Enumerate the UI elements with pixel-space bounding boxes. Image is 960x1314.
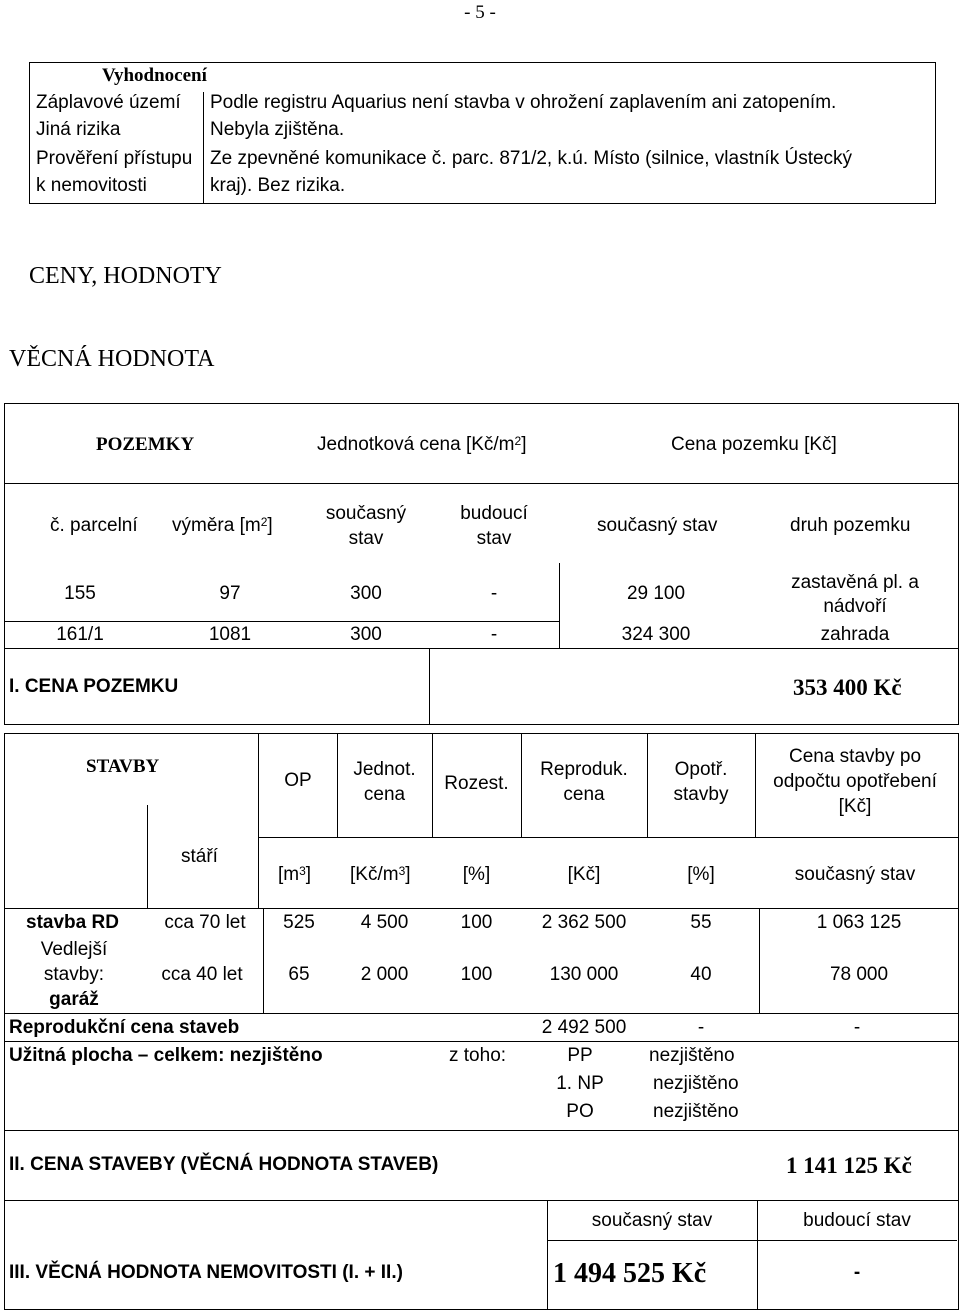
- floor-np-name: 1. NP: [556, 1073, 604, 1094]
- building-row1-wear: 55: [690, 912, 712, 933]
- subsection-title: VĚCNÁ HODNOTA: [9, 346, 215, 372]
- land-row2-future: -: [490, 624, 498, 645]
- page-number: - 5 -: [464, 2, 496, 23]
- land-header-divider: [4, 483, 959, 484]
- unit-op: [278, 864, 311, 886]
- building-row2-name-l1: Vedlejší: [40, 939, 108, 960]
- land-row-divider: [4, 621, 559, 622]
- col-future-l1: budoucí: [460, 503, 528, 524]
- land-row1-parcel: 155: [64, 583, 96, 604]
- col-rozest: Rozest.: [444, 773, 509, 794]
- col-price-l1: Cena stavby po: [788, 746, 922, 767]
- col-unit-l2: cena: [363, 784, 406, 805]
- building-row1-age: cca 70 let: [164, 912, 246, 933]
- floor-po-name: PO: [566, 1101, 594, 1122]
- building-row1-repro: 2 362 500: [541, 912, 627, 933]
- building-row2-wear: 40: [690, 964, 712, 985]
- unit-op-sup: 3: [299, 864, 306, 878]
- access-value-line2: kraj). Bez rizika.: [210, 175, 346, 196]
- col-current-l1: současný: [325, 503, 407, 524]
- flood-label: Záplavové území: [36, 92, 181, 113]
- col-area-sup: 2: [260, 515, 268, 529]
- unit-unit-price-close: ]: [405, 864, 411, 885]
- buildings-title: STAVBY: [86, 756, 160, 777]
- land-total-value: 353 400 Kč: [793, 675, 902, 700]
- building-row2-name-l3: garáž: [49, 989, 99, 1010]
- usable-area-label: Užitná plocha – celkem: nezjištěno: [9, 1045, 323, 1066]
- land-unit-price-close: ]: [521, 434, 527, 455]
- land-total-label: I. CENA POZEMKU: [9, 676, 179, 697]
- land-total-vdivider: [429, 648, 430, 725]
- land-row2-price: 324 300: [621, 624, 691, 645]
- flood-value: Podle registru Aquarius není stavba v ohrožení zaplavením ani zatopením.: [210, 92, 837, 113]
- col-area: [172, 515, 273, 537]
- final-header-divider: [547, 1240, 957, 1241]
- land-title: POZEMKY: [96, 434, 195, 455]
- repro-total-dash2: -: [853, 1017, 861, 1038]
- unit-unit-price-text: [Kč/m: [350, 864, 399, 885]
- evaluation-heading: Vyhodnocení: [102, 65, 207, 86]
- land-row1-price: 29 100: [626, 583, 686, 604]
- building-row2-op: 65: [288, 964, 310, 985]
- land-unit-price-text: Jednotková cena [Kč/m: [317, 434, 515, 455]
- final-total-future: -: [853, 1262, 861, 1283]
- col-future-l2: stav: [476, 528, 512, 549]
- age-divider: [147, 805, 148, 908]
- land-row2-parcel: 161/1: [56, 624, 104, 645]
- final-total-current: 1 494 525 Kč: [553, 1258, 707, 1289]
- final-current-label: současný stav: [591, 1210, 713, 1231]
- col-price-l3: [Kč]: [838, 796, 872, 817]
- land-row1-future: -: [490, 583, 498, 604]
- land-row1-type-l2: nádvoří: [823, 596, 887, 617]
- section-title: CENY, HODNOTY: [29, 263, 222, 289]
- repro-total-dash1: -: [697, 1017, 705, 1038]
- building-row2-rozest: 100: [460, 964, 493, 985]
- unit-op-close: ]: [305, 864, 312, 885]
- building-row1-unit: 4 500: [360, 912, 409, 933]
- op-divider: [258, 733, 259, 908]
- land-row2-current: 300: [350, 624, 382, 645]
- buildings-rows-divider: [4, 1013, 959, 1014]
- col-unit-l1: Jednot.: [353, 759, 416, 780]
- floor-np-value: nezjištěno: [653, 1073, 739, 1094]
- unit-wear: [%]: [687, 864, 715, 885]
- building-row1-rozest: 100: [460, 912, 493, 933]
- unit-price: současný stav: [794, 864, 916, 885]
- land-price-header: Cena pozemku [Kč]: [671, 434, 837, 455]
- buildings-header-divider: [4, 908, 959, 909]
- unit-unit-price: [350, 864, 411, 886]
- col-area-close: ]: [267, 515, 273, 536]
- land-price-divider: [559, 563, 560, 648]
- col-repro-l1: Reproduk.: [540, 759, 628, 780]
- age-label: stáří: [181, 846, 218, 867]
- building-row2-repro: 130 000: [549, 964, 619, 985]
- building-row1-name: stavba RD: [26, 912, 119, 933]
- floor-pp-value: nezjištěno: [649, 1045, 735, 1066]
- buildings-units-divider: [258, 837, 959, 838]
- building-row2-price: 78 000: [829, 964, 889, 985]
- col-repro-l2: cena: [563, 784, 605, 805]
- floor-po-value: nezjištěno: [653, 1101, 739, 1122]
- land-unit-price-header: [317, 434, 526, 456]
- col-current-l2: stav: [348, 528, 384, 549]
- usable-of-which: z toho:: [449, 1045, 507, 1066]
- unit-repro: [Kč]: [567, 864, 601, 885]
- floor-pp-name: PP: [567, 1045, 593, 1066]
- col-parcel: č. parcelní: [50, 515, 138, 536]
- buildings-total-label: II. CENA STAVEBY (VĚCNÁ HODNOTA STAVEB): [9, 1154, 439, 1175]
- building-row2-name-l2: stavby:: [43, 964, 105, 985]
- col-wear-l2: stavby: [673, 784, 729, 805]
- building-row2-unit: 2 000: [360, 964, 409, 985]
- land-row1-current: 300: [350, 583, 382, 604]
- col-wear-l1: Opotř.: [674, 759, 728, 780]
- land-row1-area: 97: [219, 583, 241, 604]
- land-total-divider: [4, 648, 959, 649]
- repro-total-label: Reprodukční cena staveb: [9, 1017, 240, 1038]
- land-unit-price-sup: 2: [514, 434, 522, 448]
- unit-rozest: [%]: [462, 864, 491, 885]
- unit-unit-price-sup: 3: [398, 864, 406, 878]
- buildings-final-divider: [4, 1200, 959, 1201]
- land-row2-type: zahrada: [820, 624, 890, 645]
- evaluation-divider: [203, 92, 204, 204]
- access-label-line1: Prověření přístupu: [36, 148, 193, 169]
- land-row1-type-l1: zastavěná pl. a: [791, 572, 919, 593]
- access-value-line1: Ze zpevněné komunikace č. parc. 871/2, k.ú. Místo (silnice, vlastník Ústecký: [210, 148, 853, 169]
- other-risks-value: Nebyla zjištěna.: [210, 119, 345, 140]
- land-row2-area: 1081: [208, 624, 252, 645]
- col-price-current: současný stav: [597, 515, 718, 536]
- col-op: OP: [284, 770, 312, 791]
- col-price-l2: odpočtu opotřebení: [773, 771, 937, 792]
- final-future-label: budoucí stav: [803, 1210, 911, 1231]
- repro-divider: [4, 1041, 959, 1042]
- col-area-text: výměra [m: [172, 515, 261, 536]
- buildings-total-divider: [4, 1130, 959, 1131]
- col-land-type: druh pozemku: [790, 515, 911, 536]
- building-row2-age: cca 40 let: [161, 964, 243, 985]
- building-row1-price: 1 063 125: [816, 912, 902, 933]
- final-total-label: III. VĚCNÁ HODNOTA NEMOVITOSTI (I. + II.): [9, 1262, 403, 1283]
- building-row1-op: 525: [283, 912, 315, 933]
- unit-op-text: [m: [278, 864, 300, 885]
- repro-total-value: 2 492 500: [541, 1017, 627, 1038]
- buildings-total-value: 1 141 125 Kč: [786, 1153, 912, 1178]
- access-label-line2: k nemovitosti: [36, 175, 147, 196]
- other-risks-label: Jiná rizika: [36, 119, 121, 140]
